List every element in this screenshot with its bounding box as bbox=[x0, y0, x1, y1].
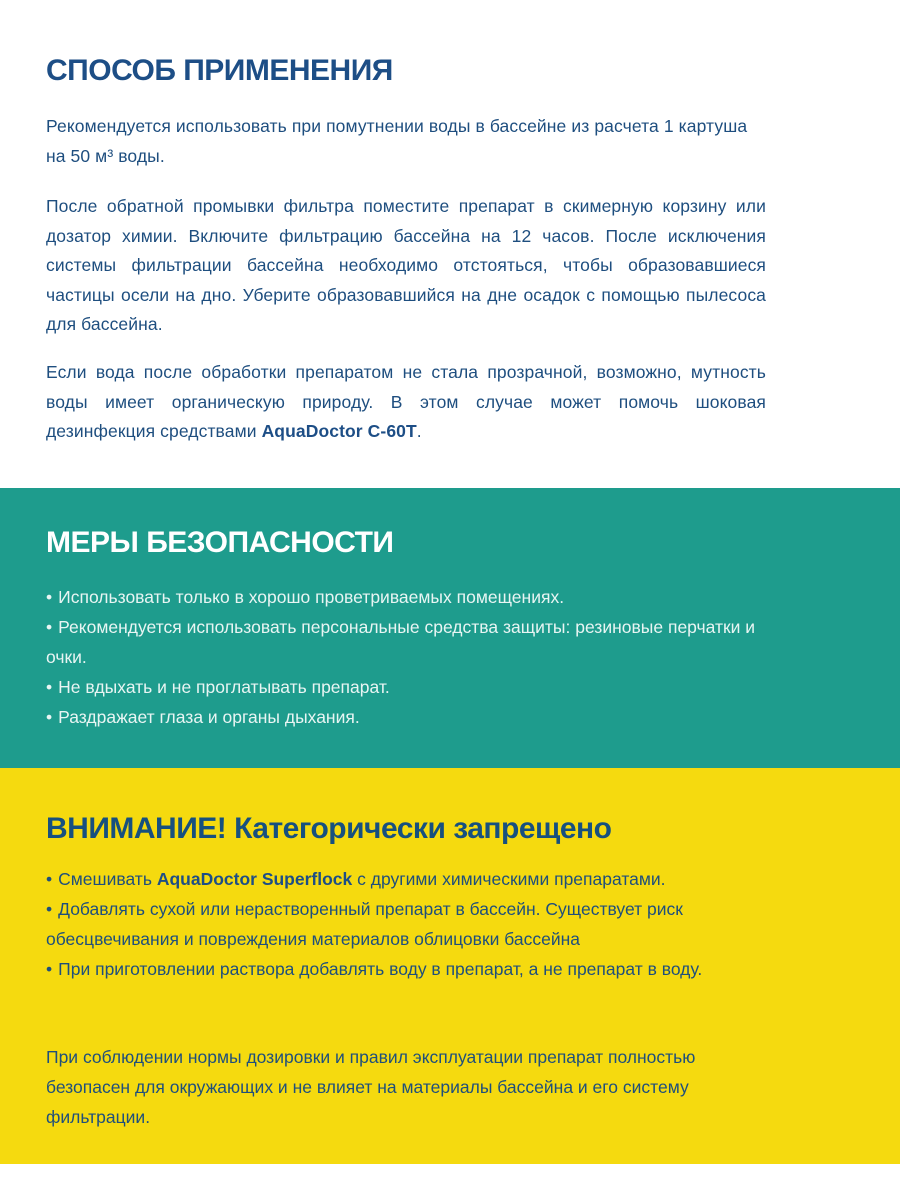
list-item bbox=[46, 582, 786, 612]
list-item bbox=[46, 864, 786, 894]
bullet-icon: • bbox=[46, 899, 53, 919]
safety-item-text: Использовать только в хорошо проветриваемых помещениях. bbox=[58, 587, 565, 607]
usage-paragraph-instructions: После обратной промывки фильтра поместите препарат в скимерную корзину или дозатор химии. Включите фильтрацию бассейна на 12 часов. После исключения системы фильтрации бассейна необходимо отстояться, чтобы образовавшиеся частицы осели на дно. Уберите образовавшийся на дне осадок с помощью пылесоса для бассейна. bbox=[46, 196, 766, 334]
safety-title: МЕРЫ БЕЗОПАСНОСТИ bbox=[46, 526, 394, 559]
usage-title: СПОСОБ ПРИМЕНЕНИЯ bbox=[46, 54, 393, 87]
bullet-icon: • bbox=[46, 959, 53, 979]
safety-list bbox=[46, 582, 786, 732]
brand-name-superflock: AquaDoctor Superflock bbox=[156, 869, 353, 889]
bullet-icon: • bbox=[46, 587, 53, 607]
warning-item-pre: Смешивать bbox=[58, 869, 157, 889]
bullet-icon: • bbox=[46, 677, 53, 697]
safety-section bbox=[0, 488, 900, 768]
warning-title: ВНИМАНИЕ! Категорически запрещено bbox=[46, 812, 612, 845]
warning-item-text: Добавлять сухой или нерастворенный препарат в бассейн. Существует риск обесцвечивания и повреждения материалов облицовки бассейна bbox=[46, 899, 683, 949]
safety-item-text: Раздражает глаза и органы дыхания. bbox=[58, 707, 360, 727]
organic-end: . bbox=[416, 421, 422, 441]
list-item bbox=[46, 954, 786, 984]
safety-item-text: Рекомендуется использовать персональные средства защиты: резиновые перчатки и очки. bbox=[46, 617, 756, 667]
list-item bbox=[46, 612, 786, 672]
organic-text: Если вода после обработки препаратом не стала прозрачной, возможно, мутность воды имеет органическую природу. В этом случае может помочь шоковая дезинфекция средствами bbox=[46, 362, 766, 441]
list-item bbox=[46, 894, 786, 954]
warning-item-text: При приготовлении раствора добавлять воду в препарат, а не препарат в воду. bbox=[58, 959, 703, 979]
warning-item-post: с другими химическими препаратами. bbox=[352, 869, 666, 889]
bullet-icon: • bbox=[46, 707, 53, 727]
usage-paragraph-organic bbox=[46, 358, 766, 447]
usage-paragraph-dosage: Рекомендуется использовать при помутнении воды в бассейне из расчета 1 картуша на 50 м³ воды. bbox=[46, 116, 748, 166]
list-item bbox=[46, 702, 786, 732]
safety-note: При соблюдении нормы дозировки и правил эксплуатации препарат полностью безопасен для окружающих и не влияет на материалы бассейна и его систему фильтрации. bbox=[46, 1047, 696, 1127]
safety-item-text: Не вдыхать и не проглатывать препарат. bbox=[58, 677, 390, 697]
usage-section bbox=[0, 0, 900, 488]
brand-name-c60t: AquaDoctor C-60T bbox=[261, 421, 417, 441]
warning-list bbox=[46, 864, 786, 984]
bullet-icon: • bbox=[46, 869, 53, 889]
list-item bbox=[46, 672, 786, 702]
warning-section bbox=[0, 768, 900, 1164]
bullet-icon: • bbox=[46, 617, 53, 637]
